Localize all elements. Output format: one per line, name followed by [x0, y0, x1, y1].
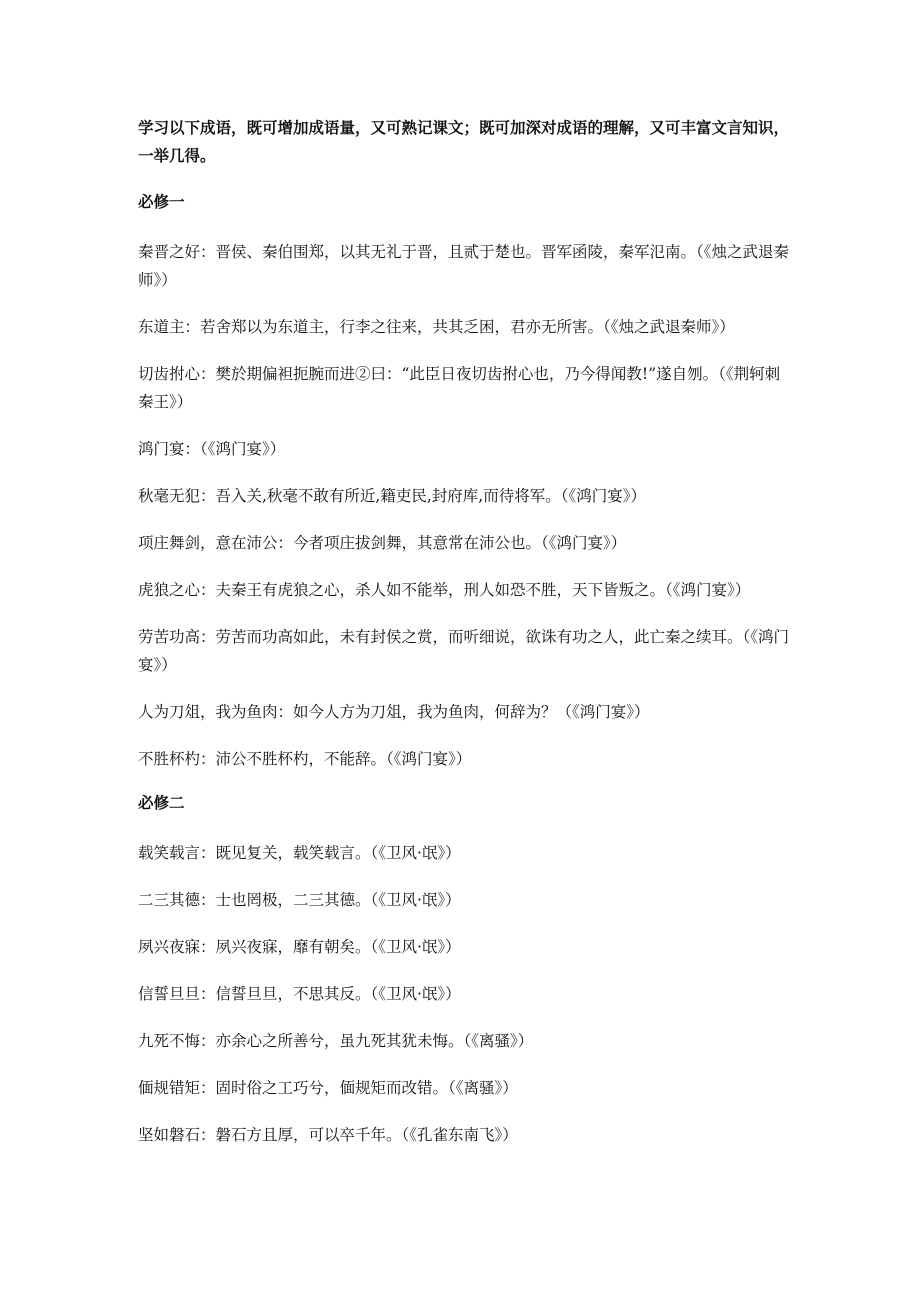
- idiom-entry: 切齿拊心：樊於期偏袒扼腕而进②曰：“此臣日夜切齿拊心也，乃今得闻教!”遂自刎。（《荆轲刺秦王》）: [138, 365, 781, 411]
- document-page: [138, 114, 790, 1168]
- idiom-entry: 二三其德：士也罔极，二三其德。（《卫风·氓》）: [138, 891, 461, 909]
- section-bixiu-2: [138, 792, 790, 1149]
- idiom-entry: 坚如磐石：磐石方且厚，可以卒千年。（《孔雀东南飞》）: [138, 1126, 518, 1144]
- idiom-entry: 信誓旦旦：信誓旦旦，不思其反。（《卫风·氓》）: [138, 985, 461, 1003]
- idiom-entry: 项庄舞剑，意在沛公：今者项庄拔剑舞，其意常在沛公也。（《鸿门宴》）: [138, 534, 627, 552]
- section-bixiu-1: [138, 191, 790, 773]
- idiom-entry: 载笑载言：既见复关，载笑载言。（《卫风·氓》）: [138, 844, 461, 862]
- section-title: 必修一: [138, 193, 185, 211]
- idiom-entry: 劳苦功高：劳苦而功高如此，未有封侯之赏，而听细说，欲诛有功之人，此亡秦之续耳。（《鸿门宴》）: [138, 628, 790, 674]
- intro-paragraph: 学习以下成语，既可增加成语量，又可熟记课文；既可加深对成语的理解，又可丰富文言知识，一举几得。: [138, 119, 790, 165]
- section-title: 必修二: [138, 794, 185, 812]
- idiom-entry: 九死不悔：亦余心之所善兮，虽九死其犹未悔。（《离骚》）: [138, 1032, 534, 1050]
- idiom-entry: 夙兴夜寐：夙兴夜寐，靡有朝矣。（《卫风·氓》）: [138, 938, 461, 956]
- idiom-entry: 鸿门宴：（《鸿门宴》）: [138, 440, 286, 458]
- idiom-entry: 虎狼之心：夫秦王有虎狼之心，杀人如不能举，刑人如恐不胜，天下皆叛之。（《鸿门宴》）: [138, 581, 751, 599]
- idiom-entry: 秋毫无犯：吾入关,秋毫不敢有所近,籍吏民,封府库,而待将军。（《鸿门宴》）: [138, 487, 646, 505]
- idiom-entry: 秦晋之好：晋侯、秦伯围郑，以其无礼于晋，且贰于楚也。晋军函陵，秦军氾南。（《烛之武退秦师》）: [138, 243, 790, 289]
- idiom-entry: 不胜杯杓：沛公不胜杯杓，不能辞。（《鸿门宴》）: [138, 750, 472, 768]
- idiom-entry: 人为刀俎，我为鱼肉：如今人方为刀俎，我为鱼肉，何辞为？（《鸿门宴》）: [138, 703, 650, 721]
- idiom-entry: 东道主：若舍郑以为东道主，行李之往来，共其乏困，君亦无所害。（《烛之武退秦师》）: [138, 318, 735, 336]
- idiom-entry: 偭规错矩：固时俗之工巧兮，偭规矩而改错。（《离骚》）: [138, 1079, 518, 1097]
